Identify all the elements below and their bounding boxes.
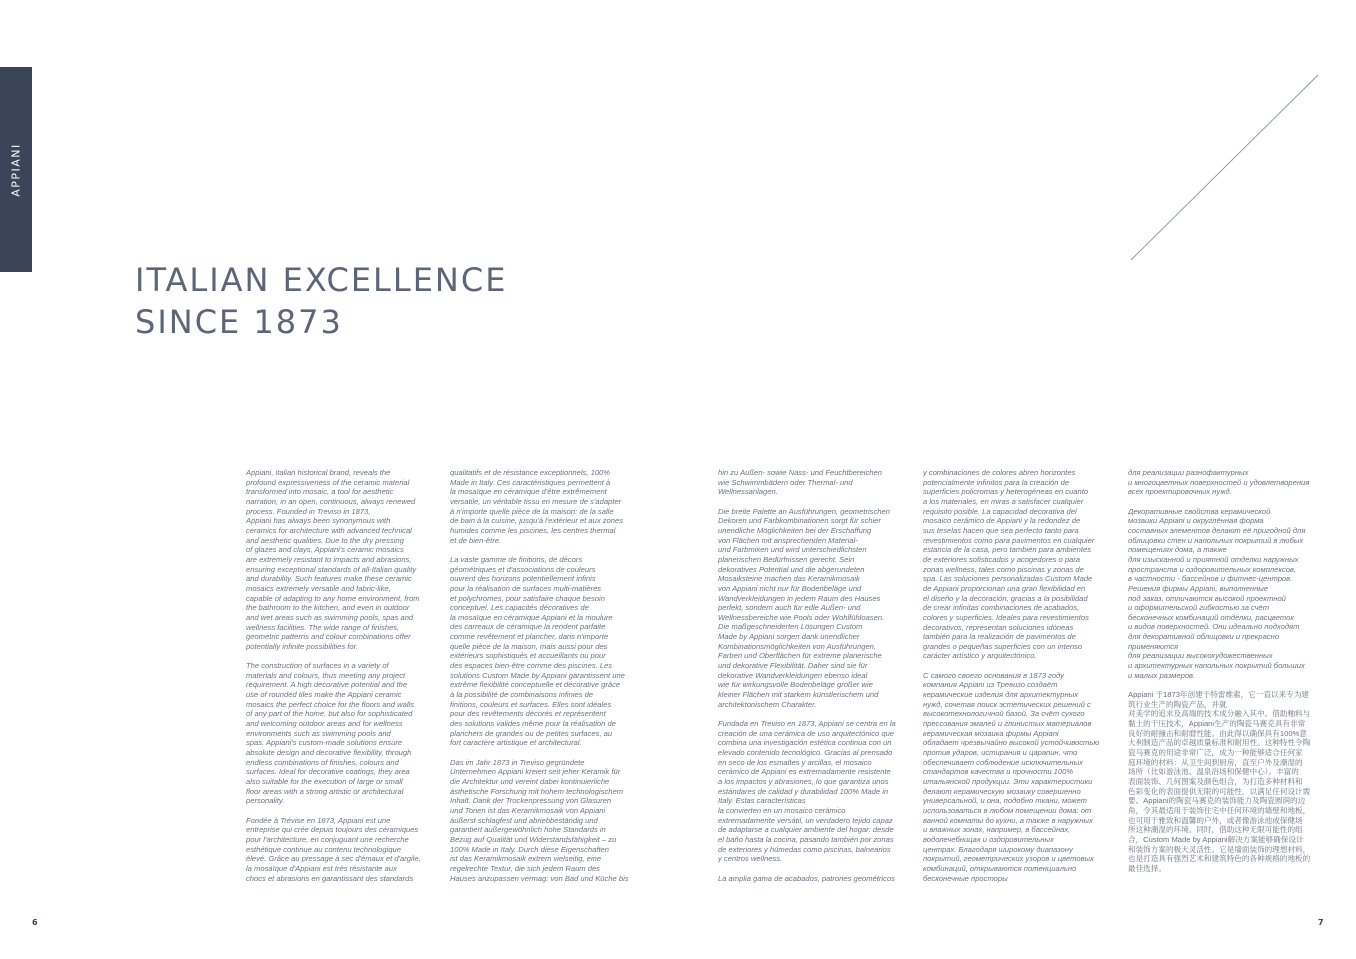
title-line-1: ITALIAN EXCELLENCE — [135, 261, 508, 299]
paragraph: La vaste gamme de finitions, de décors géométriques et d'associations de couleurs ouvrent des horizons potentiellement infinis pour la réalisation de surfaces multi-matières et polychromes, pour satisfaire chaque besoin conceptuel. Les capacités décoratives de la mosaïque en céramique Appiani et la moulure des carreaux de céramique la rendent parfaite comme revêtement et plancher, dans n'importe quelle pièce de la maison, mais aussi pour des extérieurs sophistiqués et accueillants ou pour des espaces bien-être comme des piscines. Les solutions Custom Made by Appiani garantissent une extrême flexibilité conceptuelle et décorative grâce à la possibilité de combinaisons infinies de finitions, couleurs et surfaces. Elles sont idéales pour des revêtements décorés et représentent des solutions valides même pour la réalisation de planchers de grandes ou de petites surfaces, au fort caractère artistique et architectural. — [450, 554, 625, 748]
page-number-right: 7 — [1318, 918, 1324, 927]
paragraph: Die breite Palette an Ausführungen, geometrischen Dekoren und Farbkombinationen sorgt für schier unendliche Möglichkeiten bei der Erschaffung von Flächen mit ansprechenden Material- und Farbmixen und wird unterschiedlichsten planerischen Bedürfnissen gerecht. Sein dekoratives Potential und die abgerundeten Mosaiksteine machen das Keramikmosaik von Appiani nicht nur für Bodenbeläge und Wandverkleidungen in jedem Raum des Hauses perfekt, sondern auch für edle Außen- und Wellnessbereiche wie Pools oder Wohlfühloasen. Die maßgeschneiderten Lösungen Custom Made by Appiani sorgen dank unendlicher Kombinationsmöglichkeiten von Ausführungen, Farben und Oberflächen für extreme planerische und dekorative Flexibilität. Daher sind sie für dekorative Wandverkleidungen ebenso ideal wie für wirkungsvolle Bodenbeläge großer wie kleiner Flächen mit starkem künstlerischem und architektonischem Charakter. — [718, 506, 890, 709]
paragraph: The construction of surfaces in a variety of materials and colours, thus meeting any project requirement. A high decorative potential and the use of rounded tiles make the Appiani ceramic mosaics the perfect choice for the floors and walls of any part of the home, but also for sophisticated and welcoming outdoor areas and for wellness environments such as swimming pools and spas. Appiani's custom-made solutions ensure absolute design and decorative flexibility, through endless combinations of finishes, colours and surfaces. Ideal for decorative coatings, they area also suitable for the execution of large or small floor areas with a strong artistic or architectural personality. — [246, 661, 414, 806]
decorative-diagonal-line — [1128, 72, 1320, 264]
page-title — [135, 259, 507, 343]
brand-tab-label: APPIANI — [9, 142, 23, 197]
paragraph: Das im Jahr 1873 in Treviso gegründete Unternehmen Appiani kreiert seit jeher Keramik für die Architektur und vereint dabei kontinuierliche ásthetische Forschung mit hohem technologischem Inhalt. Dank der Trockenpressung von Glasuren und Tonen ist das Keramikmosaik von Appiani áußerst schlagfest und abriebbeständig und garantiert außergewöhnlich hohe Standards in Bezug auf Qualität und Widerstandsfähigkeit – zu 100% Made in Italy. Durch diese Eigenschaften ist das Keramikmosaik extrem vielseitig, eine regelrechte Textur, die sich jedem Raum des Hauses anzupassen vermag: von Bad und Küche bis — [450, 757, 629, 883]
paragraph: qualitatifs et de résistance exceptionnels, 100% Made in Italy. Ces caractéristiques permettent à la mosaïque en céramique d'être extrêmement versatile, un véritable tissu en mesure de s'adapter à n'importe quelle pièce de la maison: de la salle de bain à la cuisine, jusqu'à l'extérieur et aux zones humides comme les piscines, les centres thermal et de bien-être. — [450, 468, 624, 545]
text-column-4 — [923, 468, 1118, 888]
paragraph: Fundada en Treviso en 1873, Appiani se centra en la creación de una cerámica de uso arquitectónico que combina una investigación estética continua con un elevado contenido tecnológico. Gracias al prensado en seco de los esmaltes y arcillas, el mosaico cerámico de Appiani es extremadamente resistente a los impactos y abrasiones, lo que garantiza unos estándares de calidad y durabilidad 100% Made in Italy. Estas características la convierten en un mosaico cerámico extremadamente versátil, un verdadero tejido capaz de adaptarse a cualquier ambiente del hogar: desde el baño hasta la cocina, pasando también por zonas de exteriores y húmedas como piscinas, balnearios y centros wellness. — [718, 719, 896, 864]
page-number-left: 6 — [32, 918, 38, 927]
text-column-3 — [718, 468, 913, 888]
paragraph: С самого своего основания в 1873 году компания Appiani из Тревизо создаёт керамические изделия для архитектурных нужд, сочетая поиск эстетических решений с высокотехнологичной базой. За счёт сухого прессования эмалей и глинистых материалов керамическая мозаика фирмы Appiani обладает чрезвычайно высокой устойчивостью против ударов, истирания и царапин, что обеспечивает соблюдение исключительных стандартов качества и прочности 100% итальянской продукции. Эти характеристики делают керамическую мозаику совершенно универсальной, и она, подобно ткани, может использоваться в любом помещении дома: от ванной комнаты до кухни, а также в наружных и влажных зонах, например, в бассейнах, водолечебницах и оздоровительных центрах. Благодаря широкому диапазону покрытий, геометрических узоров и цветовых комбинаций, открываются потенциально бесконечные просторы — [923, 670, 1100, 883]
text-column-1 — [246, 468, 441, 888]
paragraph: для реализации разнофактурных и многоцветных поверхностей и удовлетворения всех проектировочных нужд. — [1128, 468, 1310, 497]
paragraph: Декоративные свойства керамической мозаики Appiani и округлённая форма составных элементов делают её пригодной для облицовки стен и напольных покрытий в любых помещениях дома, а также для изысканной и приятной отделки наружных пространств и оздоровительных комплексов, в частности - бассейнов и фитнес-центров. Решения фирмы Appiani, выполненные под заказ, отличаются высокой проектной и оформительской гибкостью за счёт бесконечных комбинаций отделки, расцветок и видов поверхностей. Они идеально подходят для декоративной облицовки и прекрасно применяются для реализации высокохудожественных и архитектурных напольных покрытий больших и малых размеров. — [1128, 506, 1306, 680]
text-column-5 — [1128, 468, 1328, 888]
paragraph: y combinaciones de colores abren horizontes potencialmente infinitos para la creación de superficies policromas y heterogéneas en cuanto a los materiales, en miras a satisfacer cualquier requisito posible. La capacidad decorativa del mosaico cerámico de Appiani y la redondez de sus teselas hacen que sea perfecto tanto para revestimientos como para pavimentos en cualquier estancia de la casa, pero también para ambientes de exteriores sofisticados y acogedores o para zonas wellness, tales como piscinas y zonas de spa. Las soluciones personalizadas Custom Made de Appiani proporcionan una gran flexibilidad en el diseño y la decoración, gracias a la posibilidad de crear infinitas combinaciones de acabados, colores y superficies. Ideales para revestimientos decorativos, representan soluciones idóneas también para la realización de pavimentos de grandes o pequeñas superficies con un intenso carácter artístico y arquitectónico. — [923, 468, 1095, 661]
paragraph: Appiani, italian historical brand, reveals the profound expressiveness of the ceramic material transformed into mosaic, a tool for aesthetic narration, in an open, continuous, always renewed process. Founded in Treviso in 1873, Appiani has always been synonymous with ceramics for architecture with advanced technical and aesthetic qualities. Due to the dry pressing of glazes and clays, Appiani's ceramic mosaics are extremely resistant to impacts and abrasions, ensuring exceptional standards of all-Italian quality and durability. Such features make these ceramic mosaics extremely versatile and fabric-like, capable of adapting to any home environment, from the bathroom to the kitchen, and even in outdoor and wet areas such as swimming pools, spas and wellness facilities. The wide range of finishes, geometric patterns and colour combinations offer potentially infinite possibilities for. — [246, 468, 420, 651]
title-line-2: SINCE 1873 — [135, 303, 343, 341]
brand-tab — [0, 67, 32, 272]
paragraph-chinese: Appiani 于1873年创建于特雷维索，它一直以来专为建 筑行业生产的陶瓷产品，并就 对美学的追求及高端的技术成分融入其中。借助釉料与 黏土的干压技术，Appiani生产的陶瓷马赛克具有非常 良好的耐撞击和耐磨性能。由此得以确保具有100%意 大利制造产品的卓越质量标准和耐用性。这种特性令陶 瓷马赛克的用途非常广泛，成为一种能够适合任何家 庭环境的材料：从卫生间到厨房，直至户外及潮湿的 场所（比如游泳池、温泉浴场和保健中心）。丰富的 表面装饰、几何图案及颜色组合，为打造多种材料和 色彩变化的表面提供无限的可能性，以满足任何设计需 要。Appiani的陶瓷马赛克的装饰能力及陶瓷圆润的边 角，令其最适用于装饰住宅中任何环境的墙壁和地板， 也可用于雅致和温馨的户外，或者像游泳池或保健场 所这种潮湿的环境。同时，借助这种无限可能性的组 合，Custom Made by Appiani解决方案能够确保设计 和装饰方案的极大灵活性。它是墙面装饰的理想材料， 也是打造具有强烈艺术和建筑特色的各种规格的地板的 最佳选择。 — [1128, 690, 1311, 873]
paragraph: hin zu Außen- sowie Nass- und Feuchtbereichen wie Schwimmbädern oder Thermal- und Wellnessanlagen. — [718, 468, 882, 497]
paragraph: Fondée à Trévise en 1873, Appiani est une entreprise qui crée depuis toujours des céramiques pour l'architecture, en conjuguant une recherche esthétique continue au contenu technologique élevé. Grâce au pressage à sec d'émaux et d'argile, la mosaïque d'Appiani est très résistante aux chocs et abrasions en garantissant des standards — [246, 815, 421, 883]
text-column-2 — [450, 468, 645, 888]
paragraph: La amplia gama de acabados, patrones geométricos — [718, 873, 895, 883]
